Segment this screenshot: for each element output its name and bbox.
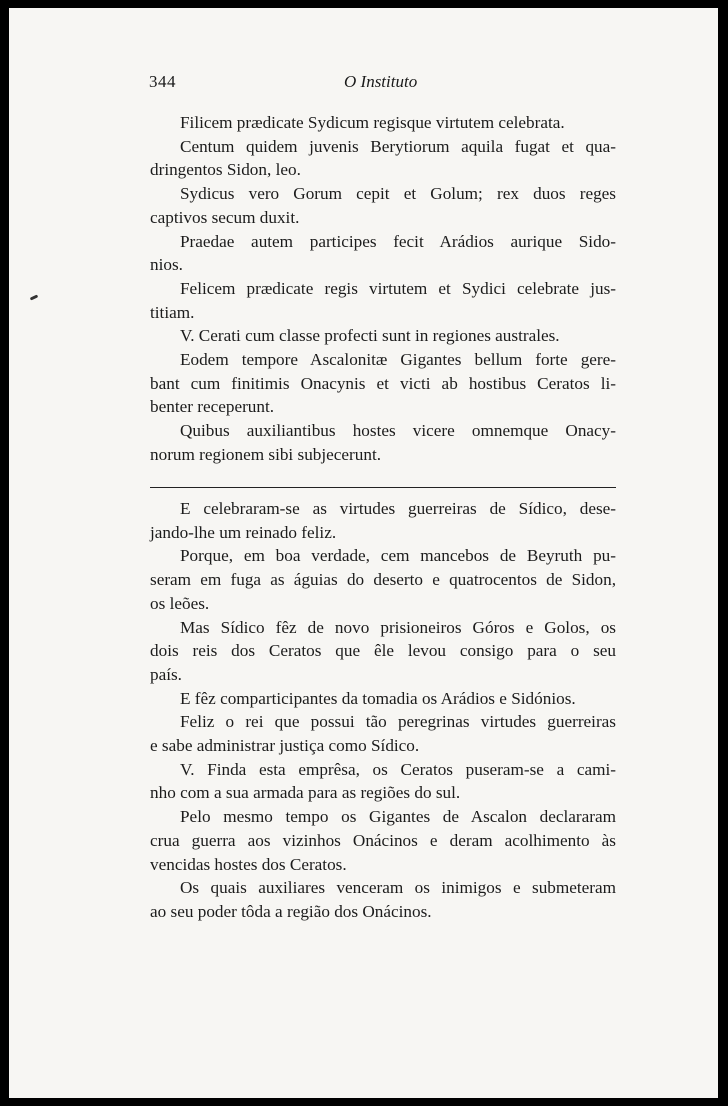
text-line: jando-lhe um reinado feliz. (150, 522, 337, 542)
ink-speck (30, 294, 39, 300)
text-line: E fêz comparticipantes da tomadia os Arádios e Sidónios. (180, 688, 576, 708)
text-line: V. Finda esta emprêsa, os Ceratos puseram-se a cami- (180, 759, 616, 779)
text-line: captivos secum duxit. (150, 207, 300, 227)
paragraph (150, 687, 616, 711)
text-line: Mas Sídico fêz de novo prisioneiros Góros e Golos, os (180, 617, 616, 637)
paragraph (150, 497, 616, 544)
text-line: Quibus auxiliantibus hostes vicere omnemque Onacy- (180, 421, 616, 441)
text-line: nios. (150, 255, 183, 275)
portuguese-text-block (150, 497, 616, 924)
paragraph (150, 805, 616, 876)
text-line: benter receperunt. (150, 397, 275, 417)
page-number: 344 (149, 72, 176, 91)
paragraph (150, 230, 616, 277)
text-line: Eodem tempore Ascalonitæ Gigantes bellum forte gere- (180, 350, 616, 370)
paragraph (150, 616, 616, 687)
text-line: ao seu poder tôda a região dos Onácinos. (150, 901, 432, 921)
text-line: Centum quidem juvenis Berytiorum aquila fugat et qua- (180, 136, 616, 156)
text-line: Praedae autem participes fecit Arádios aurique Sido- (180, 231, 616, 251)
text-line: norum regionem sibi subjecerunt. (150, 444, 382, 464)
text-line: Porque, em boa verdade, cem mancebos de Beyruth pu- (180, 546, 616, 566)
section-divider (150, 487, 616, 488)
text-line: seram em fuga as águias do deserto e quatrocentos de Sidon, (150, 570, 616, 590)
text-line: Felicem prædicate regis virtutem et Sydici celebrate jus- (180, 278, 616, 298)
text-line: Pelo mesmo tempo os Gigantes de Ascalon declararam (180, 807, 616, 827)
text-line: vencidas hostes dos Ceratos. (150, 854, 347, 874)
latin-text-block (150, 111, 616, 467)
paragraph (150, 348, 616, 419)
text-line: Feliz o rei que possui tão peregrinas virtudes guerreiras (180, 712, 616, 732)
paragraph (150, 419, 616, 466)
paragraph (150, 135, 616, 182)
text-line: crua guerra aos vizinhos Onácinos e deram acolhimento às (150, 830, 616, 850)
text-line: bant cum finitimis Onacynis et victi ab hostibus Ceratos li- (150, 373, 616, 393)
running-title: O Instituto (344, 72, 418, 91)
page-header (9, 70, 718, 96)
text-line: Sydicus vero Gorum cepit et Golum; rex duos reges (180, 184, 616, 204)
text-line: Filicem prædicate Sydicum regisque virtutem celebrata. (180, 113, 565, 132)
text-line: E celebraram-se as virtudes guerreiras de Sídico, dese- (180, 499, 616, 518)
paragraph (150, 758, 616, 805)
text-line: dringentos Sidon, leo. (150, 160, 301, 180)
paragraph (150, 277, 616, 324)
text-line: dois reis dos Ceratos que êle levou consigo para o seu (150, 641, 616, 661)
text-line: e sabe administrar justiça como Sídico. (150, 736, 420, 756)
text-line: nho com a sua armada para as regiões do sul. (150, 783, 461, 803)
paragraph (150, 876, 616, 923)
paragraph (150, 111, 616, 135)
paragraph (150, 182, 616, 229)
text-line: V. Cerati cum classe profecti sunt in regiones australes. (180, 326, 560, 346)
text-line: país. (150, 664, 182, 684)
paragraph (150, 710, 616, 757)
text-line: Os quais auxiliares venceram os inimigos e submeteram (180, 878, 616, 898)
paragraph (150, 324, 616, 348)
text-line: os leões. (150, 593, 210, 613)
paragraph (150, 544, 616, 615)
text-line: titiam. (150, 302, 195, 322)
